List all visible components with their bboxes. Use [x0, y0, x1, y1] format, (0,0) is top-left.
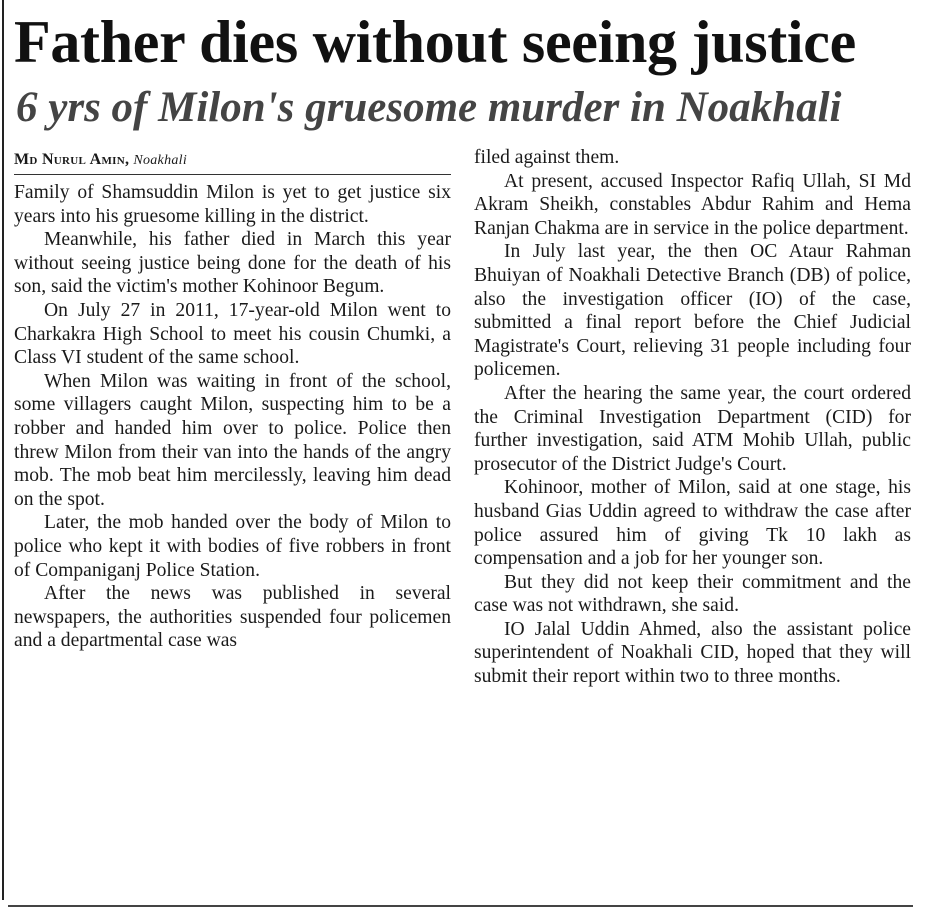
headline: Father dies without seeing justice	[14, 9, 856, 75]
paragraph: In July last year, the then OC Ataur Rahman Bhuiyan of Noakhali Detective Branch (DB) of police, also the investigation officer (IO) of the case, submitted a final report before the Chief Judicial Magistrate's Court, relieving 31 people including four policemen.	[474, 241, 911, 381]
paragraph: Family of Shamsuddin Milon is yet to get justice six years into his gruesome killing in the district.	[14, 182, 451, 227]
paragraph: Later, the mob handed over the body of Milon to police who kept it with bodies of five robbers in front of Companiganj Police Station.	[14, 512, 451, 581]
article-column-left	[14, 150, 451, 653]
paragraph: But they did not keep their commitment and the case was not withdrawn, she said.	[474, 571, 911, 617]
paragraph: After the news was published in several newspapers, the authorities suspended four policemen and a departmental case was	[14, 583, 451, 652]
paragraph: After the hearing the same year, the court ordered the Criminal Investigation Department (CID) for further investigation, said ATM Mohib Ullah, public prosecutor of the District Judge's Court.	[474, 382, 911, 475]
paragraph: When Milon was waiting in front of the school, some villagers caught Milon, suspecting him to be a robber and handed him over to police. Police then threw Milon from their van into the hands of the angry mob. The mob beat him mercilessly, leaving him dead on the spot.	[14, 370, 451, 510]
paragraph: Meanwhile, his father died in March this year without seeing justice being done for the death of his son, said the victim's mother Kohinoor Begum.	[14, 229, 451, 298]
left-column-rule	[2, 0, 4, 900]
bottom-rule	[8, 905, 913, 907]
paragraph: filed against them.	[474, 147, 620, 168]
byline-author: Md Nurul Amin,	[14, 151, 130, 168]
paragraph: Kohinoor, mother of Milon, said at one stage, his husband Gias Uddin agreed to withdraw the case after police assured him of giving Tk 10 lakh as compensation and a job for her younger son.	[474, 477, 911, 570]
byline-location: Noakhali	[133, 153, 188, 168]
byline	[14, 150, 451, 175]
paragraph: IO Jalal Uddin Ahmed, also the assistant police superintendent of Noakhali CID, hoped that they will submit their report within two to three months.	[474, 618, 911, 688]
paragraph: On July 27 in 2011, 17-year-old Milon went to Charkakra High School to meet his cousin Chumki, a Class VI student of the same school.	[14, 299, 451, 369]
subheadline: 6 yrs of Milon's gruesome murder in Noakhali	[16, 84, 842, 131]
article-column-right	[474, 146, 911, 689]
paragraph: At present, accused Inspector Rafiq Ullah, SI Md Akram Sheikh, constables Abdur Rahim and Hema Ranjan Chakma are in service in the police department.	[474, 170, 911, 239]
